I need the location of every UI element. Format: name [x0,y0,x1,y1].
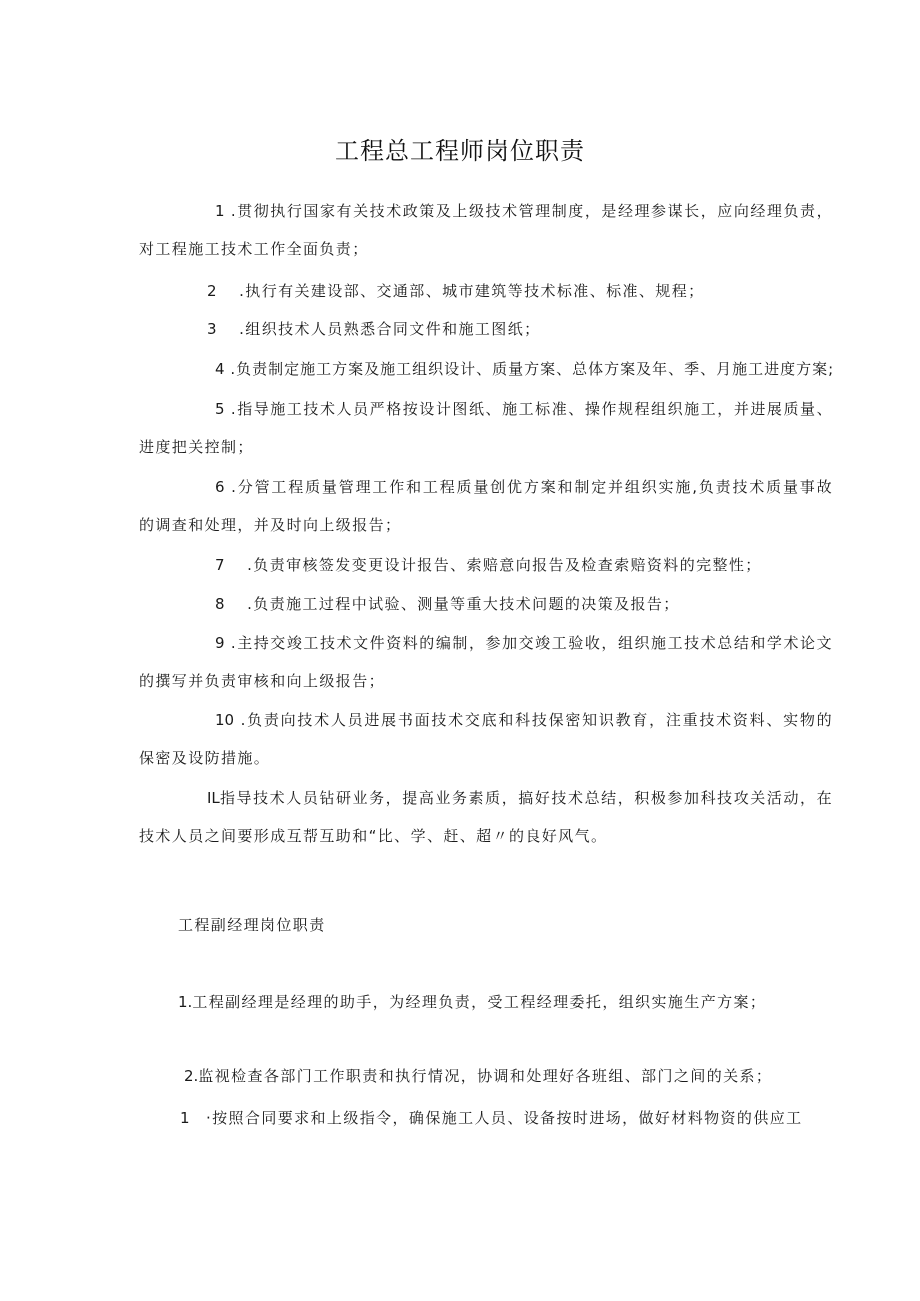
item-number: 2. [184,1067,199,1085]
item-text: 执行有关建设部、交通部、城市建筑等技术标准、标准、规程； [245,282,705,300]
list-item-2-1 [178,983,838,1021]
item-text: 按照合同要求和上级指令，确保施工人员、设备按时进场，做好材料物资的供应工 [212,1109,803,1127]
list-item-11 [139,779,833,855]
item-separator: . [224,478,238,496]
item-number: 10 [215,711,235,729]
item-separator: . [216,320,246,338]
item-text: 监视检查各部门工作职责和执行情况，协调和处理好各班组、部门之间的关系； [198,1067,773,1085]
item-number: 6 [215,478,225,496]
item-number: 5 [215,400,225,418]
item-separator: . [224,595,254,613]
item-separator: . [234,711,247,729]
list-item-2-3 [180,1099,860,1137]
list-item-2-2 [184,1057,838,1095]
item-number: 3 [207,320,217,338]
item-number: 8 [215,595,225,613]
section-title: 工程副经理岗位职责 [178,916,326,934]
item-separator: . [224,634,238,652]
item-number: 9 [215,634,225,652]
item-separator: . [224,202,238,220]
item-text: 负责施工过程中试验、测量等重大技术问题的决策及报告； [253,595,680,613]
item-number: 1. [178,993,193,1011]
item-number: 2 [207,282,217,300]
item-text: 负责审核签发变更设计报告、索赔意向报告及检查索赔资料的完整性； [253,556,762,574]
list-item-2 [139,272,833,310]
item-separator: . [224,400,238,418]
item-separator: . [224,360,237,378]
item-number: 7 [215,556,225,574]
list-item-6 [139,468,833,544]
item-separator: . [216,282,246,300]
item-text: 分管工程质量管理工作和工程质量创优方案和制定并组织实施,负责技术质量事故的调查和处理，并及时向上级报告； [139,478,834,534]
list-item-8 [139,585,833,623]
item-number: 1 [215,202,225,220]
document-title: 工程总工程师岗位职责 [335,137,585,165]
item-text: 主持交竣工技术文件资料的编制，参加交竣工验收，组织施工技术总结和学术论文的撰写并负责审核和向上级报告； [139,634,833,690]
item-text: 工程副经理是经理的助手，为经理负责，受工程经理委托，组织实施生产方案； [192,993,767,1011]
item-text: 指导技术人员钻研业务，提高业务素质，搞好技术总结，积极参加科技攻关活动，在技术人员之间要形成互帮互助和“比、学、赶、超〃的良好风气。 [139,789,833,845]
list-item-9 [139,624,833,700]
list-item-1 [139,192,833,268]
item-number: 4 [215,360,225,378]
item-separator: . [224,556,254,574]
list-item-4 [139,350,839,388]
item-text: 负责制定施工方案及施工组织设计、质量方案、总体方案及年、季、月施工进度方案; [236,360,835,378]
list-item-10 [139,701,833,777]
list-item-7 [139,546,833,584]
item-separator: · [189,1109,213,1127]
item-text: 组织技术人员熟悉合同文件和施工图纸； [245,320,541,338]
item-number: 1 [180,1109,190,1127]
item-text: 贯彻执行国家有关技术政策及上级技术管理制度，是经理参谋长，应向经理负责，对工程施工技术工作全面负责； [139,202,833,258]
item-text: 负责向技术人员进展书面技术交底和科技保密知识教育，注重技术资料、实物的保密及设防措施。 [139,711,833,767]
list-item-5 [139,390,833,466]
list-item-3 [139,310,833,348]
item-number: IL [207,789,220,807]
item-text: 指导施工技术人员严格按设计图纸、施工标准、操作规程组织施工，并进展质量、进度把关控制； [139,400,833,456]
